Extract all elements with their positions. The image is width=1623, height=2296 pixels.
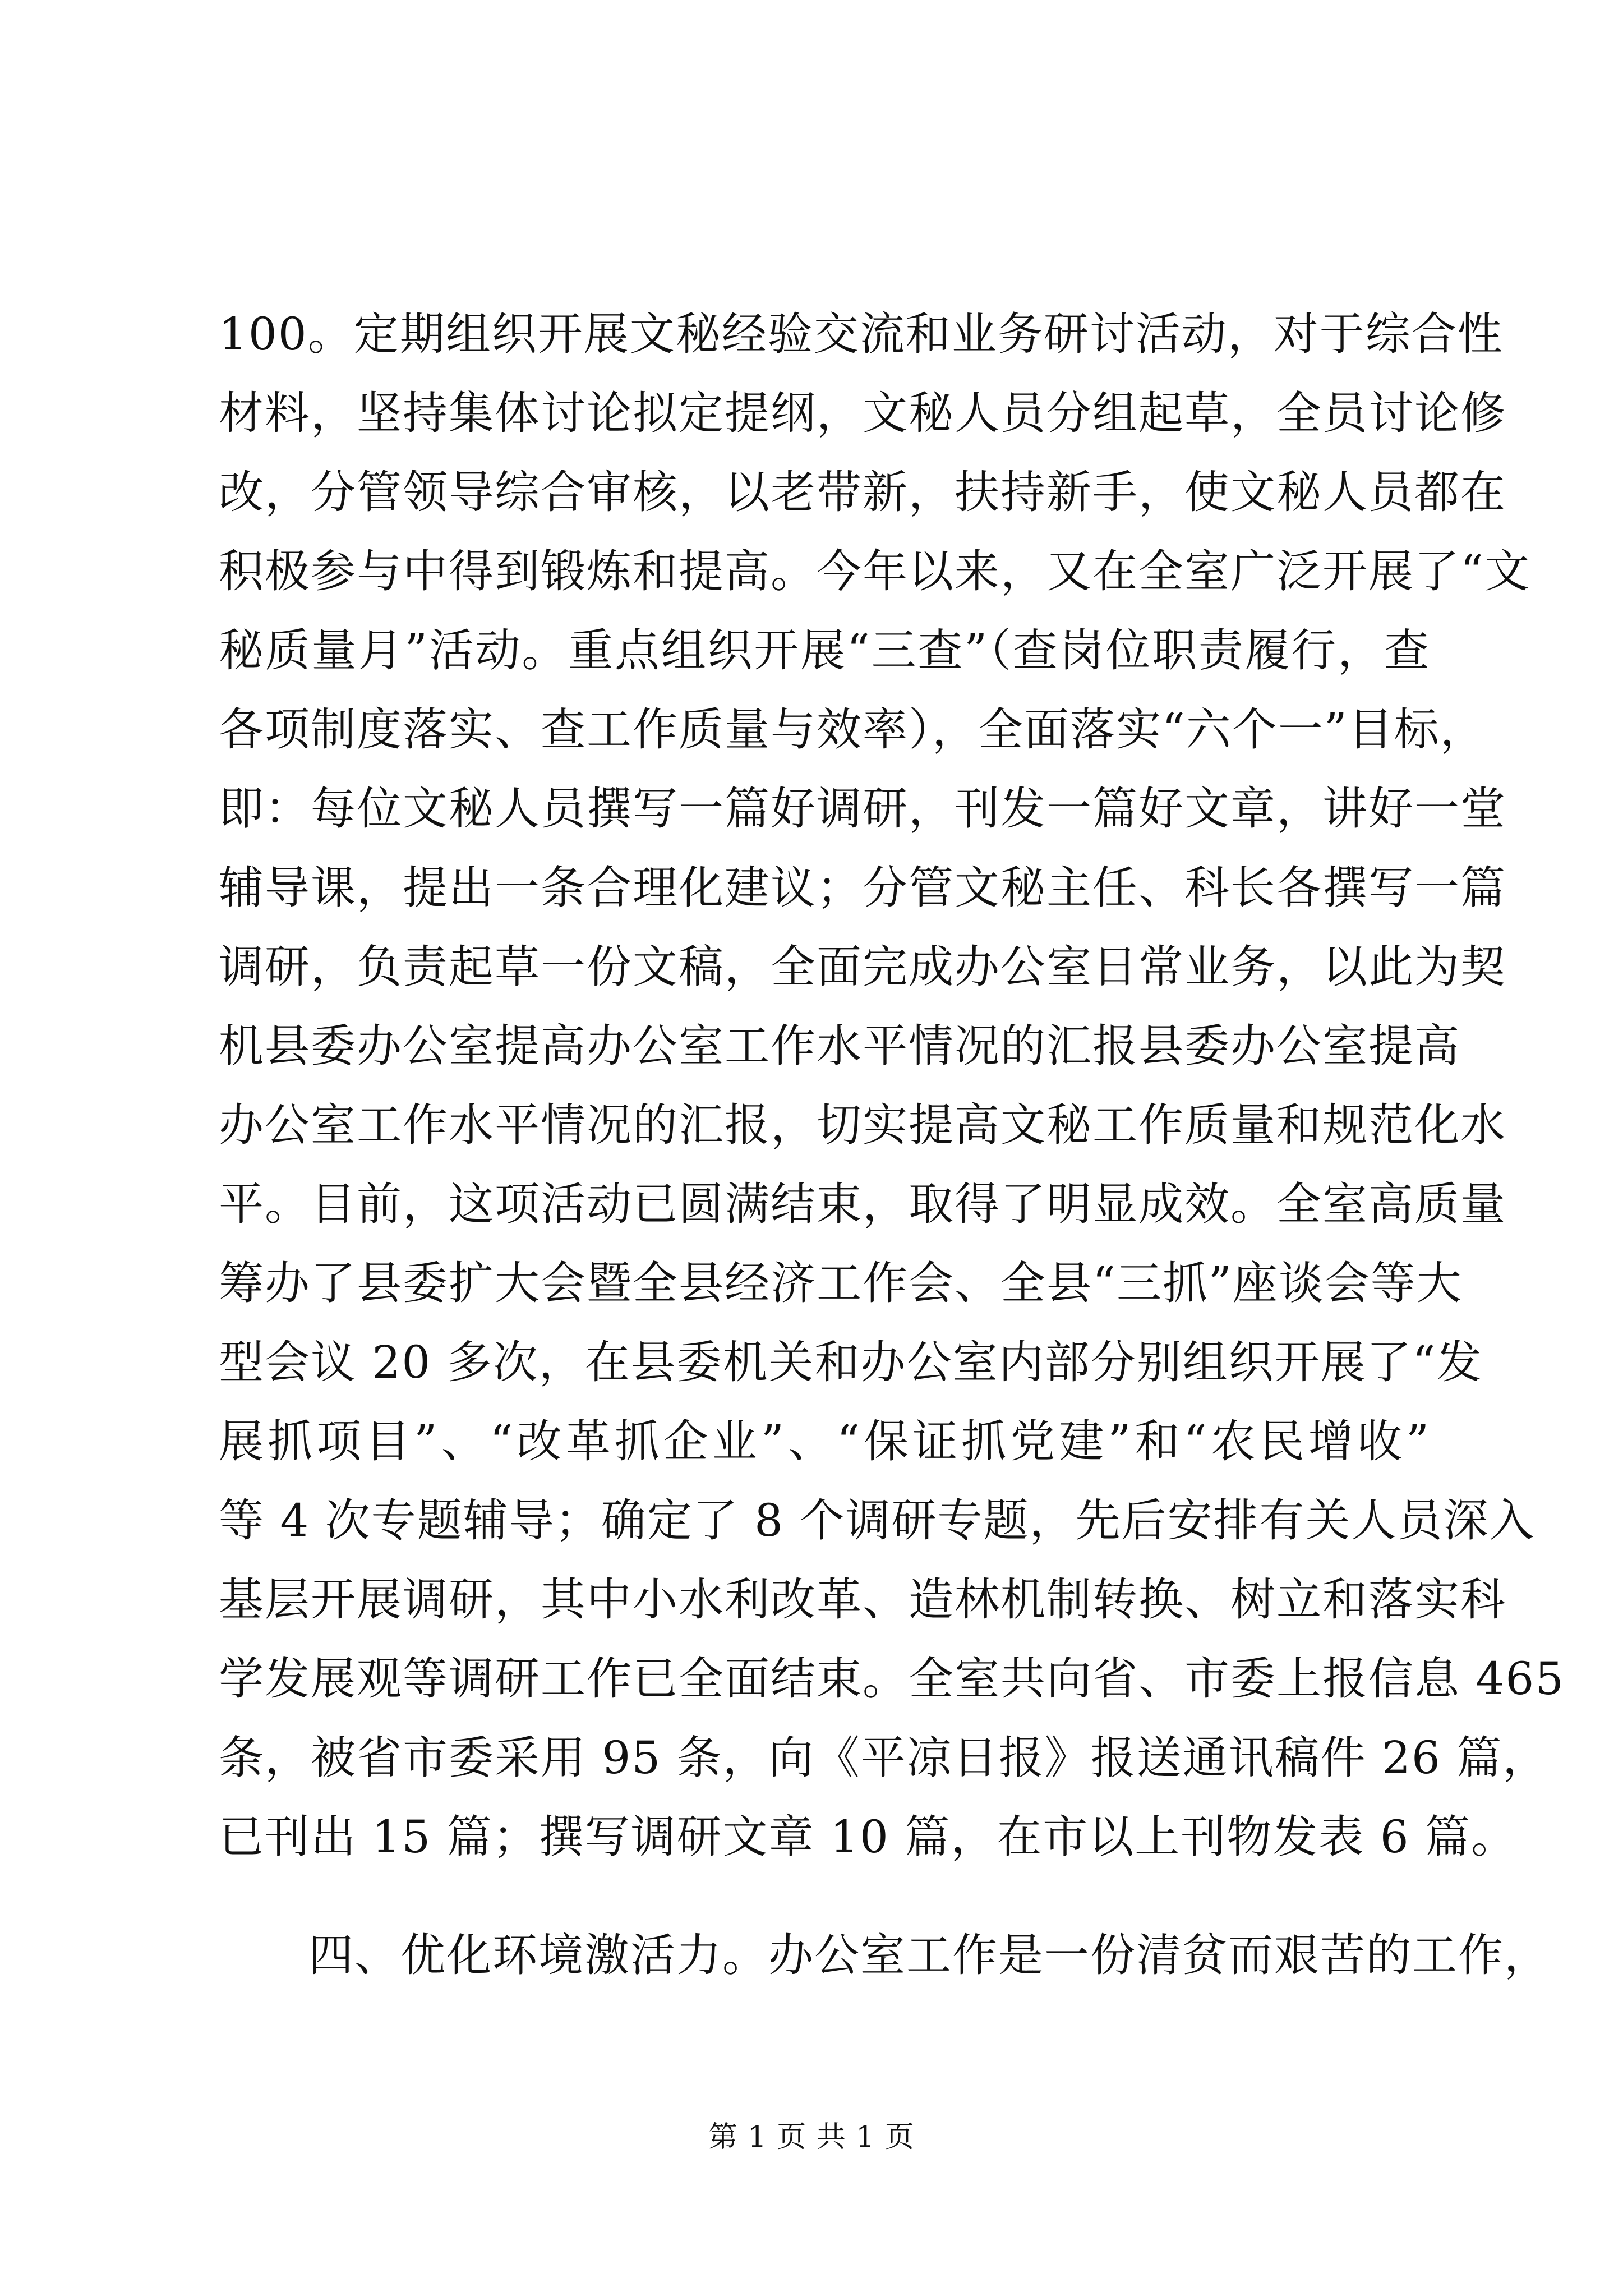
text-line: 即：每位文秘人员撰写一篇好调研，刊发一篇好文章，讲好一堂: [219, 783, 1506, 835]
text-line: 改，分管领导综合审核，以老带新，扶持新手，使文秘人员都在: [219, 466, 1506, 518]
text-line: 辅导课，提出一条合理化建议；分管文秘主任、科长各撰写一篇: [219, 862, 1506, 914]
text-line: 机县委办公室提高办公室工作水平情况的汇报县委办公室提高: [219, 1020, 1460, 1072]
paragraph-gap: [219, 1876, 1430, 1916]
text-line: 办公室工作水平情况的汇报，切实提高文秘工作质量和规范化水: [219, 1099, 1506, 1151]
text-line: 材料，坚持集体讨论拟定提纲，文秘人员分组起草，全员讨论修: [219, 387, 1506, 439]
text-line: 型会议 20 多次，在县委机关和办公室内部分别组织开展了“发: [219, 1336, 1483, 1388]
text-line: 已刊出 15 篇；撰写调研文章 10 篇，在市以上刊物发表 6 篇。: [219, 1811, 1518, 1863]
text-line: 条，被省市委采用 95 条，向《平凉日报》报送通讯稿件 26 篇，: [219, 1732, 1549, 1784]
text-line: 平。目前，这项活动已圆满结束，取得了明显成效。全室高质量: [219, 1178, 1506, 1230]
text-line: 基层开展调研，其中小水利改革、造林机制转换、树立和落实科: [219, 1573, 1506, 1626]
text-line: 学发展观等调研工作已全面结束。全室共向省、市委上报信息 465: [219, 1653, 1565, 1705]
paragraph-heading-line: 四、优化环境激活力。办公室工作是一份清贫而艰苦的工作，: [308, 1929, 1550, 1981]
text-line: 秘质量月”活动。重点组织开展“三查”（查岗位职责履行，查: [219, 624, 1430, 677]
document-body: [219, 295, 1565, 1995]
text-line: 展抓项目”、“改革抓企业”、“保证抓党建”和“农民增收”: [219, 1415, 1430, 1467]
page-number-footer: 第 1 页 共 1 页: [708, 2120, 915, 2154]
text-line: 等 4 次专题辅导；确定了 8 个调研专题，先后安排有关人员深入: [219, 1494, 1536, 1547]
text-line: 各项制度落实、查工作质量与效率），全面落实“六个一”目标，: [219, 703, 1486, 756]
text-line: 积极参与中得到锻炼和提高。今年以来，又在全室广泛开展了“文: [219, 545, 1530, 597]
text-line: 筹办了县委扩大会暨全县经济工作会、全县“三抓”座谈会等大: [219, 1257, 1463, 1309]
text-line: 调研，负责起草一份文稿，全面完成办公室日常业务，以此为契: [219, 941, 1506, 993]
text-line: 100。定期组织开展文秘经验交流和业务研讨活动，对于综合性: [219, 308, 1504, 360]
